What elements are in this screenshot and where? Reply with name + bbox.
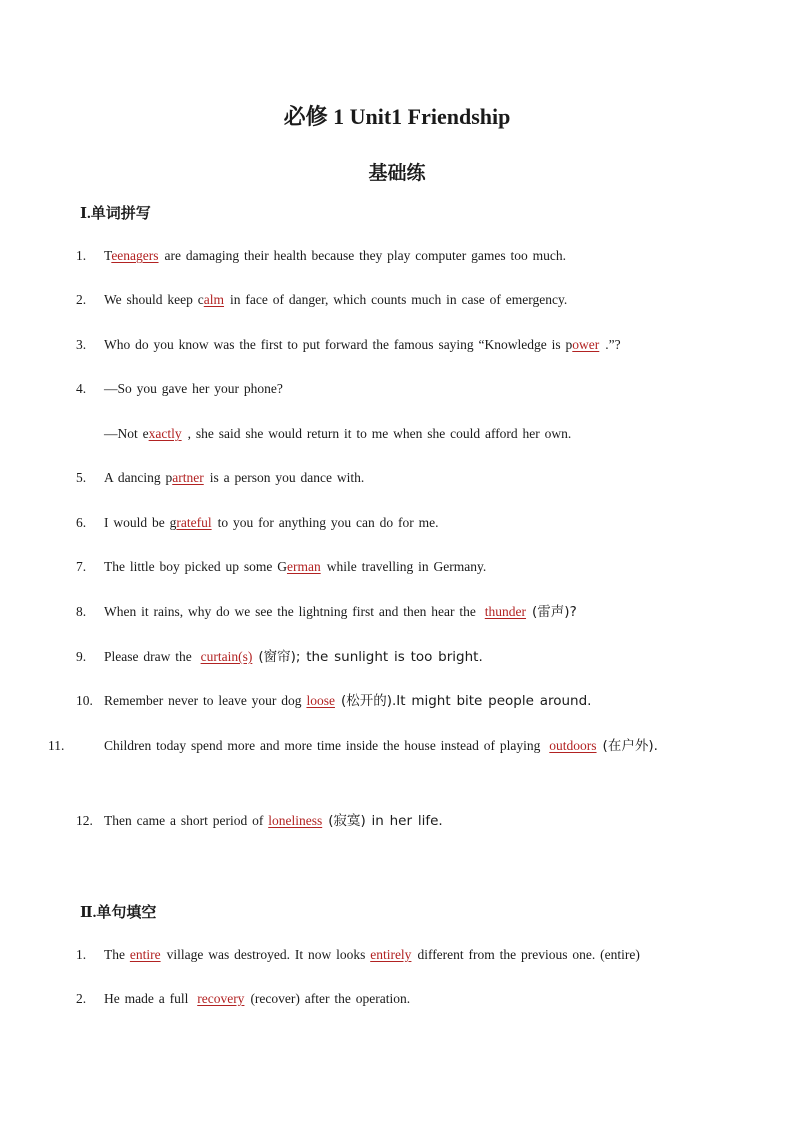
answer-blank: rateful <box>176 515 212 530</box>
page-title: 必修 1 Unit1 Friendship <box>283 104 511 129</box>
list-item <box>76 552 726 582</box>
answer-blank: ower <box>572 337 600 352</box>
item-number: 10. <box>76 693 93 708</box>
answer-blank: entirely <box>370 947 412 962</box>
item-number: 4. <box>76 381 87 396</box>
item-number: 5. <box>76 470 87 485</box>
list-item <box>76 508 726 538</box>
list-item <box>76 686 726 716</box>
item-text: Who do you know was the first to put forward the famous saying “Knowledge is p <box>104 337 573 352</box>
item-number: 7. <box>76 559 87 574</box>
item-text: Children today spend more and more time inside the house instead of playing <box>104 738 541 753</box>
item-number: 2. <box>76 991 87 1006</box>
list-item <box>76 806 726 836</box>
item-text: , she said she would return it to me when she could afford her own. <box>187 426 572 441</box>
item-text: .”? <box>605 337 621 352</box>
item-number: 12. <box>76 813 93 828</box>
item-text: I would be g <box>104 515 177 530</box>
item-text: A dancing p <box>104 470 173 485</box>
item-text: The <box>104 947 125 962</box>
item-number: 1. <box>76 947 87 962</box>
item-number: 9. <box>76 649 87 664</box>
list-item <box>76 285 726 315</box>
item-text: in face of danger, which counts much in case of emergency. <box>230 292 568 307</box>
list-item-continuation <box>104 419 754 449</box>
item-text: —So you gave her your phone? <box>104 381 283 396</box>
item-text: (recover) after the operation. <box>250 991 411 1006</box>
item-text: different from the previous one. (entire) <box>417 947 640 962</box>
answer-blank: curtain(s) <box>200 649 253 664</box>
list-item <box>76 463 726 493</box>
item-text: while travelling in Germany. <box>326 559 487 574</box>
item-number: 8. <box>76 604 87 619</box>
answer-blank: erman <box>286 559 321 574</box>
item-text: (雷声)? <box>532 604 577 620</box>
item-text: (松开的).It might bite people around. <box>340 693 592 709</box>
item-text: to you for anything you can do for me. <box>217 515 439 530</box>
section-heading-spelling: Ⅰ.单词拼写 <box>80 206 151 222</box>
item-number: 2. <box>76 292 87 307</box>
item-text: (在户外). <box>602 738 658 754</box>
item-number: 1. <box>76 248 87 263</box>
item-text: When it rains, why do we see the lightning first and then hear the <box>104 604 476 619</box>
section-heading-fill-in: Ⅱ.单句填空 <box>80 905 157 921</box>
answer-blank: entire <box>129 947 161 962</box>
answer-blank: loose <box>306 693 335 708</box>
item-text: —Not e <box>104 426 149 441</box>
item-text: are damaging their health because they play computer games too much. <box>164 248 567 263</box>
item-text: Please draw the <box>104 649 192 664</box>
item-text: Remember never to leave your dog <box>104 693 302 708</box>
answer-blank: xactly <box>148 426 182 441</box>
item-number: 3. <box>76 337 87 352</box>
answer-blank: eenagers <box>111 248 159 263</box>
list-item <box>76 330 726 360</box>
list-item <box>76 597 726 627</box>
item-text: (窗帘); the sunlight is too bright. <box>258 649 483 665</box>
answer-blank: outdoors <box>549 738 597 753</box>
item-number: 6. <box>76 515 87 530</box>
list-item <box>76 642 726 672</box>
answer-blank: loneliness <box>268 813 323 828</box>
item-text: We should keep c <box>104 292 204 307</box>
answer-blank: thunder <box>484 604 527 619</box>
item-text: is a person you dance with. <box>209 470 365 485</box>
item-text: He made a full <box>104 991 189 1006</box>
list-item <box>76 374 726 404</box>
item-number: 11. <box>48 738 65 753</box>
list-item <box>76 241 726 271</box>
list-item <box>76 984 726 1014</box>
item-text: (寂寞) in her life. <box>328 813 443 829</box>
page-subtitle: 基础练 <box>368 163 426 184</box>
answer-blank: recovery <box>197 991 245 1006</box>
item-text: The little boy picked up some G <box>104 559 287 574</box>
answer-blank: artner <box>172 470 204 485</box>
item-text: T <box>104 248 112 263</box>
list-item <box>48 731 726 761</box>
answer-blank: alm <box>203 292 225 307</box>
item-text: Then came a short period of <box>104 813 264 828</box>
item-text: village was destroyed. It now looks <box>166 947 366 962</box>
list-item <box>76 940 726 970</box>
